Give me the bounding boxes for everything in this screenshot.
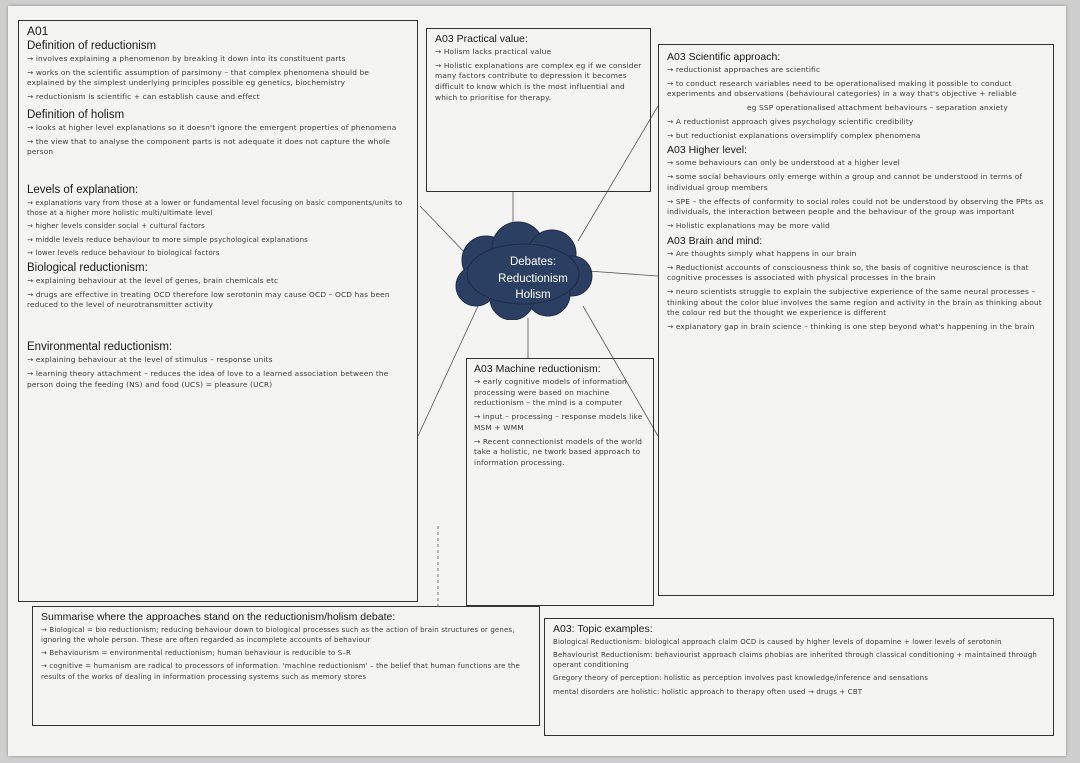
machine-line-3: → Recent connectionist models of the world take a holistic, ne twork based approach to information processing.	[474, 436, 643, 468]
debate-cloud-label	[473, 254, 593, 304]
definition-reductionism-heading: Definition of reductionism	[27, 40, 157, 52]
topic-examples-box	[544, 618, 1054, 736]
connector-higher	[588, 271, 658, 276]
levels-heading: Levels of explanation:	[27, 184, 139, 197]
practical-value-box	[426, 28, 651, 192]
env-line-1: → explaining behaviour at the level of stimulus – response units	[27, 355, 273, 365]
notes-sheet	[8, 6, 1066, 756]
def-red-line-2: → works on the scientific assumption of parsimony – that complex phenomena should be explained by the simplest underlying principles possible eg genetics, biochemistry	[27, 67, 370, 88]
brain-line-4: → explanatory gap in brain science – thinking is one step beyond what's happening in the brain	[667, 322, 1035, 332]
scientific-line-4: → A reductionist approach gives psychology scientific credibility	[667, 116, 914, 126]
summary-line-3: → cognitive = humanism are radical to processors of information. 'machine reductionism' – the belief that human functions are the results of the works of dealing in information processing systems such as memory stores	[41, 662, 520, 681]
topic-line-1: Biological Reductionism: biological approach claim OCD is caused by higher levels of dopamine + lower levels of serotonin	[553, 638, 1002, 646]
topic-examples-heading: A03: Topic examples:	[553, 623, 653, 635]
practical-value-heading: A03 Practical value:	[435, 33, 528, 45]
higher-line-4: → Holistic explanations may be more valid	[667, 221, 830, 231]
practical-line-2: → Holistic explanations are complex eg if we consider many factors contribute to depression it becomes difficult to know which is the most influential and which to prioritise for therapy.	[435, 60, 642, 102]
practical-line-1: → Holism lacks practical value	[435, 47, 552, 56]
summary-heading: Summarise where the approaches stand on the reductionism/holism debate:	[41, 611, 396, 623]
topic-line-3: Gregory theory of perception: holistic as perception involves past knowledge/inference and sensations	[553, 674, 929, 683]
machine-line-2: → input – processing – response models like MSM + WMM	[474, 412, 643, 432]
right-column-box	[658, 44, 1054, 596]
env-line-2: → learning theory attachment – reduces the idea of love to a learned association between the person doing the feeding (NS) and food (UCS) = pleasure (UCR)	[27, 368, 389, 389]
definition-holism-heading: Definition of holism	[27, 108, 125, 121]
higher-line-2: → some social behaviours only emerge within a group and cannot be understood in terms of individual group members	[667, 172, 1023, 192]
brain-line-3: → neuro scientists struggle to explain the subjective experience of the same neural processes – thinking about the color blue involves the same region and activity in the brain as thinking about the colour red but the thought we experience is different	[667, 287, 1042, 318]
brain-line-2: → Reductionist accounts of consciousness think so, the basis of cognitive neuroscience is that cognitive processes is associated with physical processes in the brain	[667, 262, 1029, 283]
scientific-line-5: → but reductionist explanations oversimplify complex phenomena	[667, 130, 921, 140]
topic-line-4: mental disorders are holistic: holistic approach to therapy often used → drugs + CBT	[553, 687, 863, 696]
def-hol-line-2: → the view that to analyse the component parts is not adequate it does not capture the whole person	[27, 136, 391, 157]
bio-reductionism-heading: Biological reductionism:	[27, 261, 148, 274]
higher-line-3: → SPE – the effects of conformity to social roles could not be understood by observing the PPts as individuals, the interaction between people and the behaviour of the group was important	[667, 196, 1044, 217]
levels-line-4: → lower levels reduce behaviour to biological factors	[27, 248, 220, 257]
levels-line-3: → middle levels reduce behaviour to more simple psychological explanations	[27, 235, 308, 244]
levels-line-1: → explanations vary from those at a lower or fundamental level focusing on basic components/units to those at a higher more holistic multi/ultimate level	[27, 199, 403, 218]
def-hol-line-1: → looks at higher level explanations so it doesn't ignore the emergent properties of phenomena	[27, 122, 397, 132]
brain-line-1: → Are thoughts simply what happens in our brain	[667, 248, 857, 258]
machine-line-1: → early cognitive models of information processing were based on machine reductionism – the mind is a computer	[474, 377, 627, 408]
summary-box	[32, 606, 540, 726]
scientific-line-1: → reductionist approaches are scientific	[667, 65, 821, 74]
topic-line-2: Behaviourist Reductionism: behaviourist approach claims phobias are inherited through classical conditioning + maintained through operant conditioning	[553, 651, 1038, 670]
cloud-holism: Holism	[515, 289, 551, 302]
brain-mind-heading: A03 Brain and mind:	[667, 234, 763, 247]
a01-label: A01	[27, 24, 49, 38]
machine-heading: A03 Machine reductionism:	[474, 363, 601, 375]
def-red-line-1: → involves explaining a phenomenon by breaking it down into its constituent parts	[27, 54, 346, 63]
levels-line-2: → higher levels consider social + cultural factors	[27, 222, 205, 231]
scientific-heading: A03 Scientific approach:	[667, 51, 781, 63]
a01-box	[18, 20, 418, 602]
machine-reductionism-box	[466, 358, 654, 606]
scientific-line-3: eg SSP operationalised attachment behaviours – separation anxiety	[747, 103, 1008, 113]
scientific-line-2: → to conduct research variables need to be operationalised making it possible to conduct experiments and observations (behavioural categories) in a way that's objective + reliable	[667, 78, 1017, 99]
higher-line-1: → some behaviours can only be understood at a higher level	[667, 158, 900, 168]
env-reductionism-heading: Environmental reductionism:	[27, 341, 173, 354]
bio-line-2: → drugs are effective in treating OCD therefore low serotonin may cause OCD – OCD has been reduced to the level of neurotransmitter activity	[27, 289, 390, 310]
def-red-line-3: → reductionism is scientific + can establish cause and effect	[27, 92, 260, 102]
higher-level-heading: A03 Higher level:	[667, 144, 747, 157]
cloud-reductionism: Reductionism	[498, 272, 568, 285]
summary-line-1: → Biological = bio reductionism; reducing behaviour down to biological processes such as the action of brain structures or genes, ignoring the whole person. These are often regarded as incomplete accounts of behaviour	[41, 626, 515, 645]
cloud-title: Debates:	[509, 256, 557, 268]
summary-line-2: → Behaviourism = environmental reductionism; human behaviour is reducible to S–R	[41, 649, 352, 658]
bio-line-1: → explaining behaviour at the level of genes, brain chemicals etc	[27, 275, 279, 285]
